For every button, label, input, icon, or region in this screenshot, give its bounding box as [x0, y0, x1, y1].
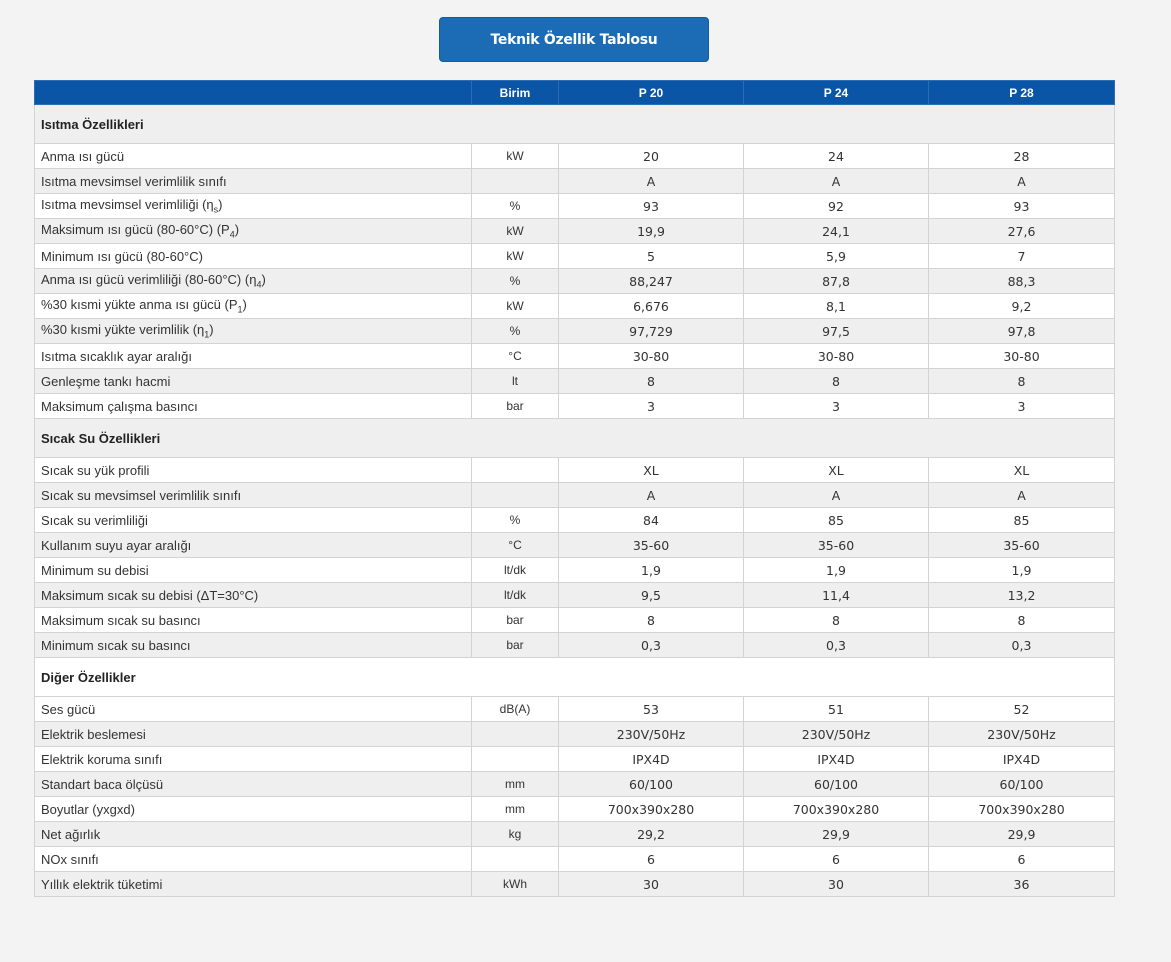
table-row: [35, 697, 1115, 722]
value-p20: 6: [559, 847, 744, 872]
table-row: [35, 847, 1115, 872]
value-p24: 35-60: [744, 533, 929, 558]
value-p28: 9,2: [929, 294, 1115, 319]
header-p20: P 20: [559, 81, 744, 105]
table-row: [35, 244, 1115, 269]
row-label-text: Kullanım suyu ayar aralığı: [41, 537, 192, 553]
row-label: [35, 244, 472, 269]
value-p20: XL: [559, 458, 744, 483]
section-header-row: [35, 105, 1115, 144]
value-p20: 19,9: [559, 219, 744, 244]
value-p28: 1,9: [929, 558, 1115, 583]
value-p24: 8,1: [744, 294, 929, 319]
value-p24: 230V/50Hz: [744, 722, 929, 747]
row-label: [35, 483, 472, 508]
value-p20: 97,729: [559, 319, 744, 344]
table-row: [35, 483, 1115, 508]
table-row: [35, 558, 1115, 583]
row-label: [35, 608, 472, 633]
row-unit: bar: [472, 394, 559, 419]
row-label-text: NOx sınıfı: [41, 851, 99, 867]
row-label: [35, 269, 472, 294]
section-title: Sıcak Su Özellikleri: [35, 419, 1115, 458]
value-p28: 13,2: [929, 583, 1115, 608]
row-label: [35, 772, 472, 797]
table-row: [35, 458, 1115, 483]
value-p20: 29,2: [559, 822, 744, 847]
row-label-text: %30 kısmi yükte verimlilik (η: [41, 322, 205, 338]
value-p24: 85: [744, 508, 929, 533]
table-row: [35, 369, 1115, 394]
table-row: [35, 269, 1115, 294]
value-p28: A: [929, 483, 1115, 508]
row-unit: [472, 747, 559, 772]
value-p28: 29,9: [929, 822, 1115, 847]
value-p24: IPX4D: [744, 747, 929, 772]
row-label: [35, 533, 472, 558]
value-p28: 8: [929, 608, 1115, 633]
value-p24: 92: [744, 194, 929, 219]
row-label: [35, 633, 472, 658]
value-p28: IPX4D: [929, 747, 1115, 772]
row-unit: kW: [472, 244, 559, 269]
row-label: [35, 144, 472, 169]
row-label-text: Standart baca ölçüsü: [41, 776, 164, 792]
row-unit: kWh: [472, 872, 559, 897]
value-p20: 8: [559, 608, 744, 633]
value-p20: 6,676: [559, 294, 744, 319]
value-p24: 700x390x280: [744, 797, 929, 822]
table-row: [35, 319, 1115, 344]
row-label: [35, 219, 472, 244]
table-row: [35, 772, 1115, 797]
value-p20: 35-60: [559, 533, 744, 558]
row-unit: [472, 458, 559, 483]
row-label: [35, 394, 472, 419]
value-p24: A: [744, 169, 929, 194]
value-p20: 0,3: [559, 633, 744, 658]
row-label-text: Elektrik koruma sınıfı: [41, 751, 163, 767]
value-p24: 30-80: [744, 344, 929, 369]
row-label-subscript: s: [213, 204, 219, 215]
row-unit: [472, 722, 559, 747]
row-label-text: Sıcak su verimliliği: [41, 512, 148, 528]
table-row: [35, 722, 1115, 747]
row-label: [35, 822, 472, 847]
value-p20: 3: [559, 394, 744, 419]
row-label-suffix: ): [242, 297, 247, 313]
table-header-row: [35, 81, 1115, 105]
value-p20: 30-80: [559, 344, 744, 369]
value-p28: 700x390x280: [929, 797, 1115, 822]
value-p28: 230V/50Hz: [929, 722, 1115, 747]
row-label-text: Sıcak su mevsimsel verimlilik sınıfı: [41, 487, 242, 503]
header-feature: [35, 81, 472, 105]
row-label-text: Isıtma mevsimsel verimliliği (η: [41, 197, 214, 213]
row-label: [35, 458, 472, 483]
row-unit: [472, 483, 559, 508]
header-p28: P 28: [929, 81, 1115, 105]
value-p20: 88,247: [559, 269, 744, 294]
row-unit: kW: [472, 219, 559, 244]
value-p20: IPX4D: [559, 747, 744, 772]
value-p24: 5,9: [744, 244, 929, 269]
row-label-text: Anma ısı gücü verimliliği (80-60°C) (η: [41, 272, 257, 288]
value-p24: 97,5: [744, 319, 929, 344]
row-label-text: Yıllık elektrik tüketimi: [41, 876, 163, 892]
value-p20: 1,9: [559, 558, 744, 583]
value-p28: XL: [929, 458, 1115, 483]
row-label: [35, 319, 472, 344]
row-label-text: Maksimum ısı gücü (80-60°C) (P: [41, 222, 230, 238]
value-p20: 9,5: [559, 583, 744, 608]
row-label: [35, 872, 472, 897]
value-p28: 0,3: [929, 633, 1115, 658]
header-unit: Birim: [472, 81, 559, 105]
row-label-text: Minimum sıcak su basıncı: [41, 637, 191, 653]
row-label-text: Sıcak su yük profili: [41, 462, 150, 478]
table-row: [35, 394, 1115, 419]
row-unit: %: [472, 508, 559, 533]
value-p24: 6: [744, 847, 929, 872]
row-unit: %: [472, 269, 559, 294]
row-unit: bar: [472, 633, 559, 658]
row-unit: mm: [472, 772, 559, 797]
row-unit: kg: [472, 822, 559, 847]
value-p24: 30: [744, 872, 929, 897]
row-label-text: Elektrik beslemesi: [41, 726, 146, 742]
row-label-text: Isıtma sıcaklık ayar aralığı: [41, 348, 192, 364]
value-p28: 93: [929, 194, 1115, 219]
table-row: [35, 219, 1115, 244]
row-label: [35, 697, 472, 722]
value-p28: 97,8: [929, 319, 1115, 344]
value-p28: 85: [929, 508, 1115, 533]
value-p28: 6: [929, 847, 1115, 872]
row-label-subscript: 1: [237, 304, 243, 315]
value-p28: 30-80: [929, 344, 1115, 369]
table-row: [35, 508, 1115, 533]
value-p24: 87,8: [744, 269, 929, 294]
value-p20: 8: [559, 369, 744, 394]
row-label-text: Anma ısı gücü: [41, 148, 125, 164]
row-label-text: Minimum su debisi: [41, 562, 149, 578]
row-label-suffix: ): [218, 197, 223, 213]
row-unit: kW: [472, 144, 559, 169]
header-p24: P 24: [744, 81, 929, 105]
value-p28: 8: [929, 369, 1115, 394]
value-p28: 88,3: [929, 269, 1115, 294]
value-p28: 52: [929, 697, 1115, 722]
row-label: [35, 344, 472, 369]
value-p28: 28: [929, 144, 1115, 169]
value-p20: A: [559, 169, 744, 194]
value-p28: 35-60: [929, 533, 1115, 558]
row-unit: bar: [472, 608, 559, 633]
value-p24: XL: [744, 458, 929, 483]
row-unit: lt: [472, 369, 559, 394]
row-unit: °C: [472, 344, 559, 369]
table-row: [35, 194, 1115, 219]
row-label: [35, 847, 472, 872]
table-row: [35, 583, 1115, 608]
section-header-row: [35, 658, 1115, 697]
row-label-suffix: ): [234, 222, 240, 238]
value-p24: 8: [744, 608, 929, 633]
table-row: [35, 822, 1115, 847]
value-p20: 84: [559, 508, 744, 533]
value-p20: 20: [559, 144, 744, 169]
value-p24: 11,4: [744, 583, 929, 608]
row-label: [35, 558, 472, 583]
row-label: [35, 583, 472, 608]
value-p28: A: [929, 169, 1115, 194]
row-label: [35, 797, 472, 822]
value-p20: 230V/50Hz: [559, 722, 744, 747]
row-label-text: Boyutlar (yxgxd): [41, 801, 135, 817]
row-label: [35, 369, 472, 394]
section-title: Diğer Özellikler: [35, 658, 1115, 697]
table-row: [35, 344, 1115, 369]
value-p28: 27,6: [929, 219, 1115, 244]
value-p28: 60/100: [929, 772, 1115, 797]
table-row: [35, 747, 1115, 772]
table-row: [35, 294, 1115, 319]
row-unit: kW: [472, 294, 559, 319]
value-p20: A: [559, 483, 744, 508]
row-label: [35, 508, 472, 533]
row-label: [35, 194, 472, 219]
page-title-button[interactable]: Teknik Özellik Tablosu: [439, 17, 709, 62]
spec-table: [34, 80, 1115, 897]
row-label-text: Ses gücü: [41, 701, 96, 717]
row-label: [35, 747, 472, 772]
value-p24: 51: [744, 697, 929, 722]
row-label-text: Genleşme tankı hacmi: [41, 373, 171, 389]
row-label-text: Maksimum sıcak su debisi (ΔT=30°C): [41, 587, 259, 603]
value-p24: 29,9: [744, 822, 929, 847]
section-title: Isıtma Özellikleri: [35, 105, 1115, 144]
value-p20: 700x390x280: [559, 797, 744, 822]
value-p28: 7: [929, 244, 1115, 269]
table-row: [35, 872, 1115, 897]
row-label: [35, 722, 472, 747]
row-unit: [472, 847, 559, 872]
table-row: [35, 633, 1115, 658]
row-label-text: %30 kısmi yükte anma ısı gücü (P: [41, 297, 238, 313]
value-p24: 60/100: [744, 772, 929, 797]
value-p20: 93: [559, 194, 744, 219]
value-p28: 36: [929, 872, 1115, 897]
value-p24: 24: [744, 144, 929, 169]
row-label-suffix: ): [209, 322, 214, 338]
row-label-suffix: ): [261, 272, 266, 288]
row-label-text: Minimum ısı gücü (80-60°C): [41, 248, 203, 264]
value-p24: 1,9: [744, 558, 929, 583]
row-unit: dB(A): [472, 697, 559, 722]
value-p20: 53: [559, 697, 744, 722]
row-label-subscript: 1: [204, 329, 210, 340]
row-label: [35, 169, 472, 194]
row-unit: lt/dk: [472, 583, 559, 608]
row-label: [35, 294, 472, 319]
table-row: [35, 144, 1115, 169]
value-p20: 60/100: [559, 772, 744, 797]
row-label-text: Maksimum çalışma basıncı: [41, 398, 198, 414]
row-unit: mm: [472, 797, 559, 822]
table-row: [35, 608, 1115, 633]
section-header-row: [35, 419, 1115, 458]
row-label-subscript: 4: [256, 279, 262, 290]
value-p24: 3: [744, 394, 929, 419]
row-label-text: Isıtma mevsimsel verimlilik sınıfı: [41, 173, 227, 189]
row-unit: %: [472, 194, 559, 219]
row-unit: °C: [472, 533, 559, 558]
value-p24: 0,3: [744, 633, 929, 658]
table-row: [35, 169, 1115, 194]
value-p20: 5: [559, 244, 744, 269]
value-p24: A: [744, 483, 929, 508]
value-p24: 8: [744, 369, 929, 394]
value-p28: 3: [929, 394, 1115, 419]
row-unit: lt/dk: [472, 558, 559, 583]
row-label-subscript: 4: [229, 229, 235, 240]
row-label-text: Maksimum sıcak su basıncı: [41, 612, 201, 628]
spec-table-body: [35, 105, 1115, 897]
row-unit: [472, 169, 559, 194]
row-unit: %: [472, 319, 559, 344]
value-p20: 30: [559, 872, 744, 897]
table-row: [35, 797, 1115, 822]
value-p24: 24,1: [744, 219, 929, 244]
table-row: [35, 533, 1115, 558]
row-label-text: Net ağırlık: [41, 826, 101, 842]
